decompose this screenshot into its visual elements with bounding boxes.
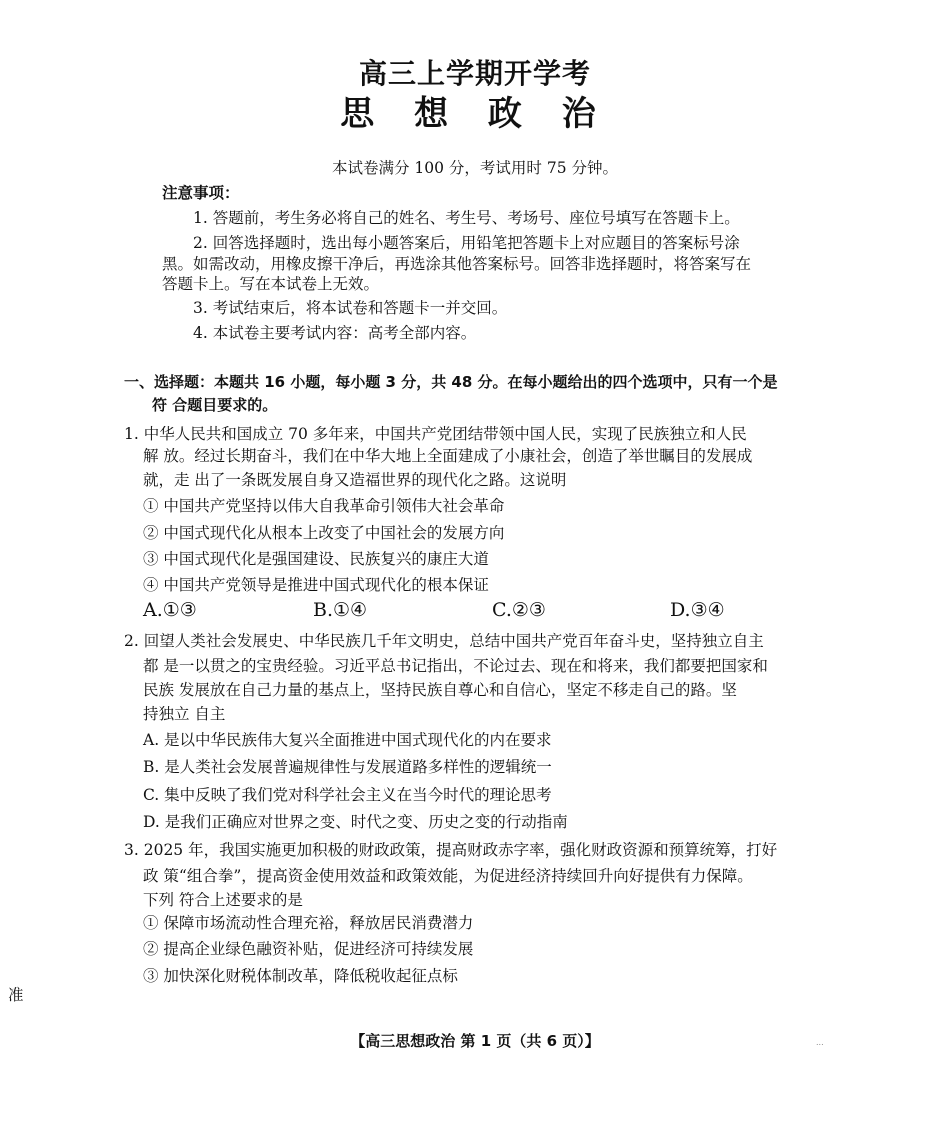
notice-item: 1. 答题前，考生务必将自己的姓名、考生号、考场号、座位号填写在答题卡上。	[193, 209, 740, 227]
q1-stem: 1. 中华人民共和国成立 70 多年来，中国共产党团结带领中国人民，实现了民族独立和人民	[124, 425, 747, 443]
footer-mark: ...	[816, 1038, 824, 1047]
subject-title: 思 想 政 治	[340, 94, 610, 134]
exam-title: 高三上学期开学考	[358, 57, 591, 90]
q1-stem: 解 放。经过长期奋斗，我们在中华大地上全面建成了小康社会，创造了举世瞩目的发展成	[143, 447, 753, 465]
q3-stem: 政 策“组合拳”，提高资金使用效益和政策效能，为促进经济持续回升向好提供有力保障。	[143, 867, 753, 885]
q2-stem: 民族 发展放在自己力量的基点上，坚持民族自尊心和自信心，坚定不移走自己的路。坚	[143, 681, 737, 699]
q1-option-a[interactable]: A.①③	[143, 599, 197, 621]
q3-stem: 3. 2025 年，我国实施更加积极的财政政策，提高财政赤字率，强化财政资源和预算统筹，打好	[124, 841, 778, 859]
q3-statement: ① 保障市场流动性合理充裕，释放居民消费潜力	[143, 914, 474, 932]
exam-info: 本试卷满分 100 分，考试用时 75 分钟。	[331, 159, 619, 177]
q2-option-b[interactable]: B. 是人类社会发展普遍规律性与发展道路多样性的逻辑统一	[143, 758, 552, 776]
q1-option-d[interactable]: D.③④	[670, 599, 725, 621]
q1-option-b[interactable]: B.①④	[313, 599, 368, 621]
q1-statement: ④ 中国共产党领导是推进中国式现代化的根本保证	[143, 576, 489, 594]
section-heading-cont: 符 合题目要求的。	[152, 396, 278, 414]
q2-option-c[interactable]: C. 集中反映了我们党对科学社会主义在当今时代的理论思考	[143, 786, 552, 804]
q1-statement: ③ 中国式现代化是强国建设、民族复兴的康庄大道	[143, 550, 489, 568]
q1-stem: 就，走 出了一条既发展自身又造福世界的现代化之路。这说明	[143, 471, 567, 489]
q2-option-a[interactable]: A. 是以中华民族伟大复兴全面推进中国式现代化的内在要求	[143, 731, 552, 749]
q3-statement: ③ 加快深化财税体制改革，降低税收起征点标	[143, 967, 458, 985]
q3-stem: 下列 符合上述要求的是	[143, 891, 303, 909]
q3-statement: ② 提高企业绿色融资补贴，促进经济可持续发展	[143, 940, 474, 958]
q2-stem: 都 是一以贯之的宝贵经验。习近平总书记指出，不论过去、现在和将来，我们都要把国家和	[143, 657, 768, 675]
margin-character: 准	[8, 986, 24, 1004]
notice-item: 3. 考试结束后，将本试卷和答题卡一并交回。	[193, 299, 508, 317]
notice-item: 2. 回答选择题时，选出每小题答案后，用铅笔把答题卡上对应题目的答案标号涂	[193, 234, 740, 252]
q1-option-c[interactable]: C.②③	[492, 599, 546, 621]
q1-statement: ① 中国共产党坚持以伟大自我革命引领伟大社会革命	[143, 497, 505, 515]
notice-item: 答题卡上。写在本试卷上无效。	[162, 275, 380, 293]
q2-option-d[interactable]: D. 是我们正确应对世界之变、时代之变、历史之变的行动指南	[143, 813, 568, 831]
q1-statement: ② 中国式现代化从根本上改变了中国社会的发展方向	[143, 524, 505, 542]
notice-item: 4. 本试卷主要考试内容：高考全部内容。	[193, 324, 477, 342]
notice-item: 黑。如需改动，用橡皮擦干净后，再选涂其他答案标号。回答非选择题时，将答案写在	[162, 255, 752, 273]
section-heading: 一、选择题：本题共 16 小题，每小题 3 分，共 48 分。在每小题给出的四个选项中，只有一个是	[124, 373, 778, 391]
notice-heading: 注意事项：	[162, 184, 240, 202]
page-footer: 【高三思想政治 第 1 页（共 6 页）】	[350, 1032, 600, 1050]
q2-stem: 2. 回望人类社会发展史、中华民族几千年文明史，总结中国共产党百年奋斗史，坚持独立自主	[124, 632, 764, 650]
q2-stem: 持独立 自主	[143, 705, 226, 723]
